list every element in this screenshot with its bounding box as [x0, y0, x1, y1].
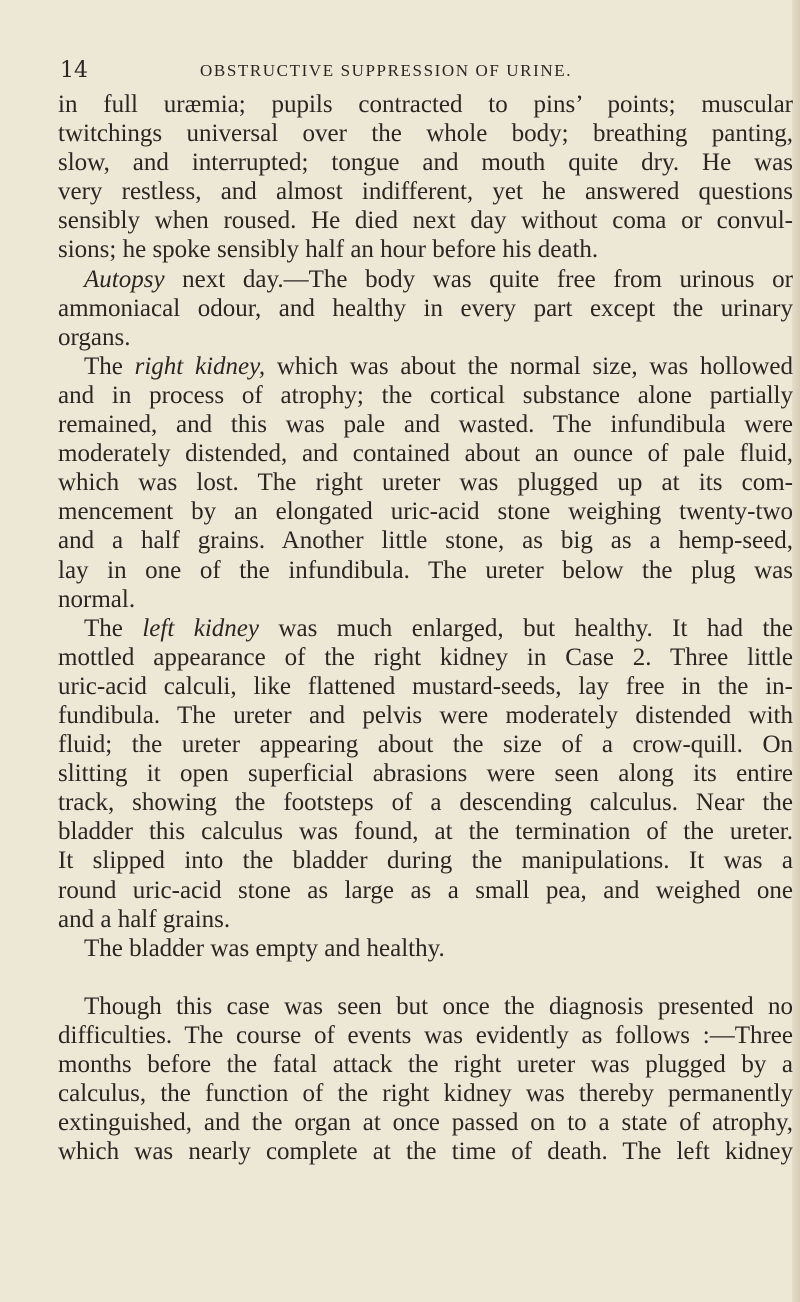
text-run: slow, and interrupted; tongue and mouth quite dry. He was	[58, 149, 793, 177]
text-run: in full uræmia; pupils contracted to pins’ points; muscular	[58, 91, 793, 118]
text-line	[58, 817, 793, 846]
text-line	[58, 1137, 793, 1166]
text-run: which was about the normal size, was hollowed	[265, 352, 793, 380]
text-run: fundibula. The ureter and pelvis were moderately distended with	[58, 701, 793, 729]
text-line	[58, 730, 793, 759]
text-line	[58, 701, 793, 730]
text-run: sions; he spoke sensibly half an hour before his death.	[58, 236, 599, 264]
text-line	[58, 672, 793, 701]
text-line	[58, 1021, 793, 1050]
text-run: track, showing the footsteps of a descending calculus. Near the	[58, 789, 793, 817]
text-run: twitchings universal over the whole body; breathing panting,	[58, 120, 793, 148]
text-line	[58, 759, 793, 788]
text-run: and in process of atrophy; the cortical substance alone partially	[58, 381, 793, 409]
text-line	[58, 1079, 793, 1108]
text-run: normal.	[58, 585, 136, 613]
text-line	[58, 410, 793, 439]
text-line	[58, 992, 793, 1021]
text-run: moderately distended, and contained about an ounce of pale fluid,	[58, 440, 793, 468]
text-line	[58, 788, 793, 817]
text-run: months before the fatal attack the right ureter was plugged by a	[58, 1051, 793, 1078]
text-line	[58, 90, 793, 119]
text-line	[58, 556, 793, 585]
text-run: extinguished, and the organ at once passed on to a state of atrophy,	[58, 1109, 793, 1137]
text-run: remained, and this was pale and wasted. The infundibula were	[58, 411, 793, 439]
text-run: lay in one of the infundibula. The ureter below the plug was	[58, 556, 793, 584]
italic-term: right kidney,	[134, 352, 266, 380]
text-line	[58, 235, 793, 264]
text-run: was much enlarged, but healthy. It had the	[258, 614, 793, 642]
text-run: It slipped into the bladder during the manipulations. It was a	[58, 847, 793, 875]
text-run: mottled appearance of the right kidney in Case 2. Three little	[58, 643, 793, 671]
text-run: organs.	[58, 323, 131, 351]
text-line	[58, 294, 793, 323]
text-line	[58, 206, 793, 235]
page-number: 14	[60, 58, 88, 83]
text-run: sensibly when roused. He died next day without coma or convul-	[58, 207, 793, 235]
text-run: uric-acid calculi, like flattened mustard-seeds, lay free in the in-	[58, 672, 793, 700]
text-prefix: The	[84, 614, 143, 642]
text-line	[58, 352, 793, 381]
text-run: fluid; the ureter appearing about the size of a crow-quill. On	[58, 731, 793, 759]
text-line	[58, 614, 793, 643]
text-run: bladder this calculus was found, at the termination of the ureter.	[58, 818, 793, 846]
text-line	[58, 497, 793, 526]
text-prefix: The	[84, 352, 135, 380]
text-run: and a half grains.	[58, 905, 231, 933]
text-run: next day.—The body was quite free from urinous or	[164, 265, 793, 293]
text-run: difficulties. The course of events was evidently as follows :—Three	[58, 1021, 793, 1049]
paragraph-gap	[58, 963, 793, 992]
text-run: very restless, and almost indifferent, yet he answered questions	[58, 178, 793, 206]
running-head: OBSTRUCTIVE SUPPRESSION OF URINE.	[200, 61, 573, 80]
text-line	[58, 177, 793, 206]
text-run: Though this case was seen but once the diagnosis presented no	[84, 992, 793, 1020]
page-header	[52, 56, 752, 86]
text-line	[58, 905, 793, 934]
text-run: slitting it open superficial abrasions were seen along its entire	[58, 760, 793, 788]
text-line	[58, 585, 793, 614]
text-line	[58, 1108, 793, 1137]
text-run: The bladder was empty and healthy.	[84, 934, 445, 962]
text-line	[58, 846, 793, 875]
text-run: ammoniacal odour, and healthy in every part except the urinary	[58, 294, 793, 322]
text-run: round uric-acid stone as large as a small pea, and weighed one	[58, 876, 793, 904]
text-line	[58, 439, 793, 468]
text-run: calculus, the function of the right kidney was thereby permanently	[58, 1080, 793, 1108]
text-line	[58, 265, 793, 294]
text-run: mencement by an elongated uric-acid stone weighing twenty-two	[58, 498, 793, 526]
body-text	[58, 90, 793, 1166]
text-line	[58, 526, 793, 555]
text-line	[58, 643, 793, 672]
text-line	[58, 148, 793, 177]
text-line	[58, 1050, 793, 1079]
text-line	[58, 323, 793, 352]
italic-term: Autopsy	[84, 265, 165, 293]
text-line	[58, 119, 793, 148]
italic-term: left kidney	[142, 614, 259, 642]
text-line	[58, 381, 793, 410]
page-edge-shadow	[792, 0, 800, 1302]
text-line	[58, 934, 793, 963]
text-line	[58, 876, 793, 905]
text-run: which was lost. The right ureter was plugged up at its com-	[58, 469, 793, 497]
text-run: and a half grains. Another little stone, as big as a hemp-seed,	[58, 527, 793, 555]
text-run: which was nearly complete at the time of death. The left kidney	[58, 1138, 793, 1166]
text-line	[58, 468, 793, 497]
